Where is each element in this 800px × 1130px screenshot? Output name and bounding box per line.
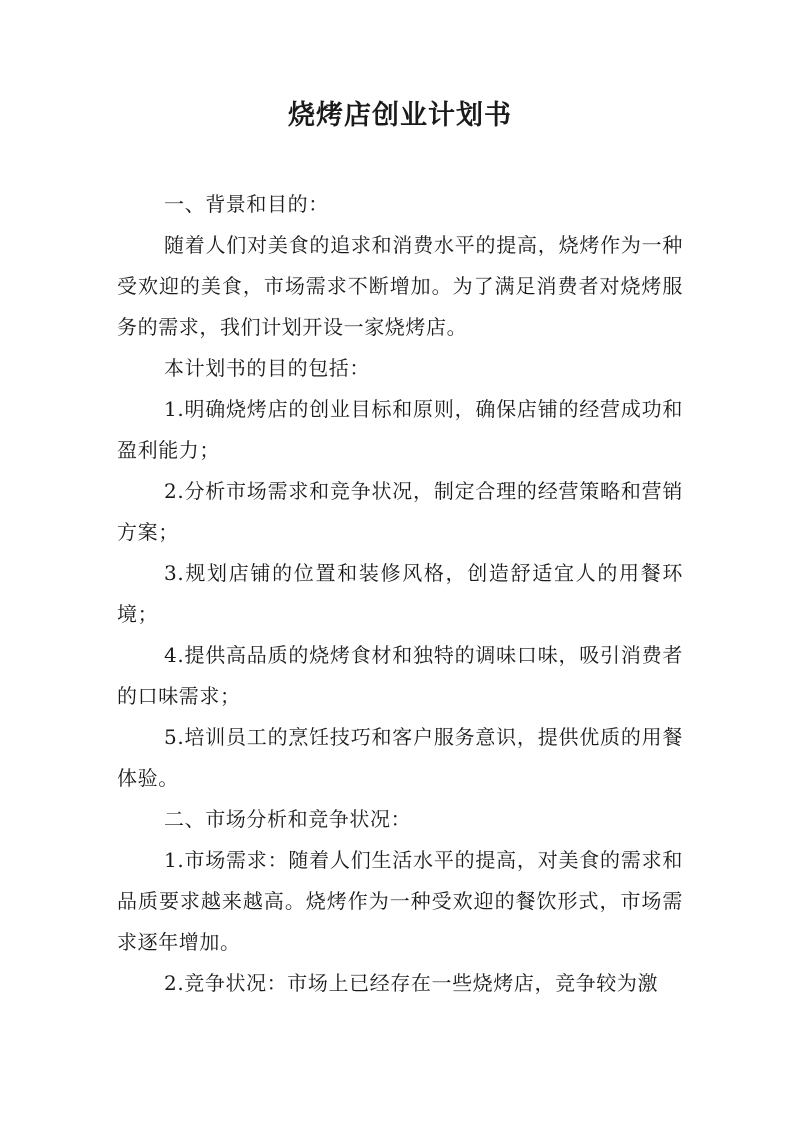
document-body <box>117 184 683 1004</box>
document-title: 烧烤店创业计划书 <box>288 100 512 131</box>
section-heading-market: 二、市场分析和竞争状况： <box>164 807 412 831</box>
list-item-goal-4: 4.提供高品质的烧烤食材和独特的调味口味，吸引消费者的口味需求； <box>117 643 683 708</box>
list-item-competition: 2.竞争状况：市场上已经存在一些烧烤店，竞争较为激 <box>164 971 659 995</box>
paragraph-goals-intro: 本计划书的目的包括： <box>164 356 370 380</box>
paragraph-background: 随着人们对美食的追求和消费水平的提高，烧烤作为一种受欢迎的美食，市场需求不断增加。为了满足消费者对烧烤服务的需求，我们计划开设一家烧烤店。 <box>117 233 683 339</box>
list-item-goal-1: 1.明确烧烤店的创业目标和原则，确保店铺的经营成功和盈利能力； <box>117 397 683 462</box>
list-item-goal-3: 3.规划店铺的位置和装修风格，创造舒适宜人的用餐环境； <box>117 561 683 626</box>
list-item-market-demand: 1.市场需求：随着人们生活水平的提高，对美食的需求和品质要求越来越高。烧烤作为一种受欢迎的餐饮形式，市场需求逐年增加。 <box>117 848 683 954</box>
list-item-goal-5: 5.培训员工的烹饪技巧和客户服务意识，提供优质的用餐体验。 <box>117 725 683 790</box>
section-heading-background: 一、背景和目的： <box>164 192 329 216</box>
list-item-goal-2: 2.分析市场需求和竞争状况，制定合理的经营策略和营销方案； <box>117 479 683 544</box>
